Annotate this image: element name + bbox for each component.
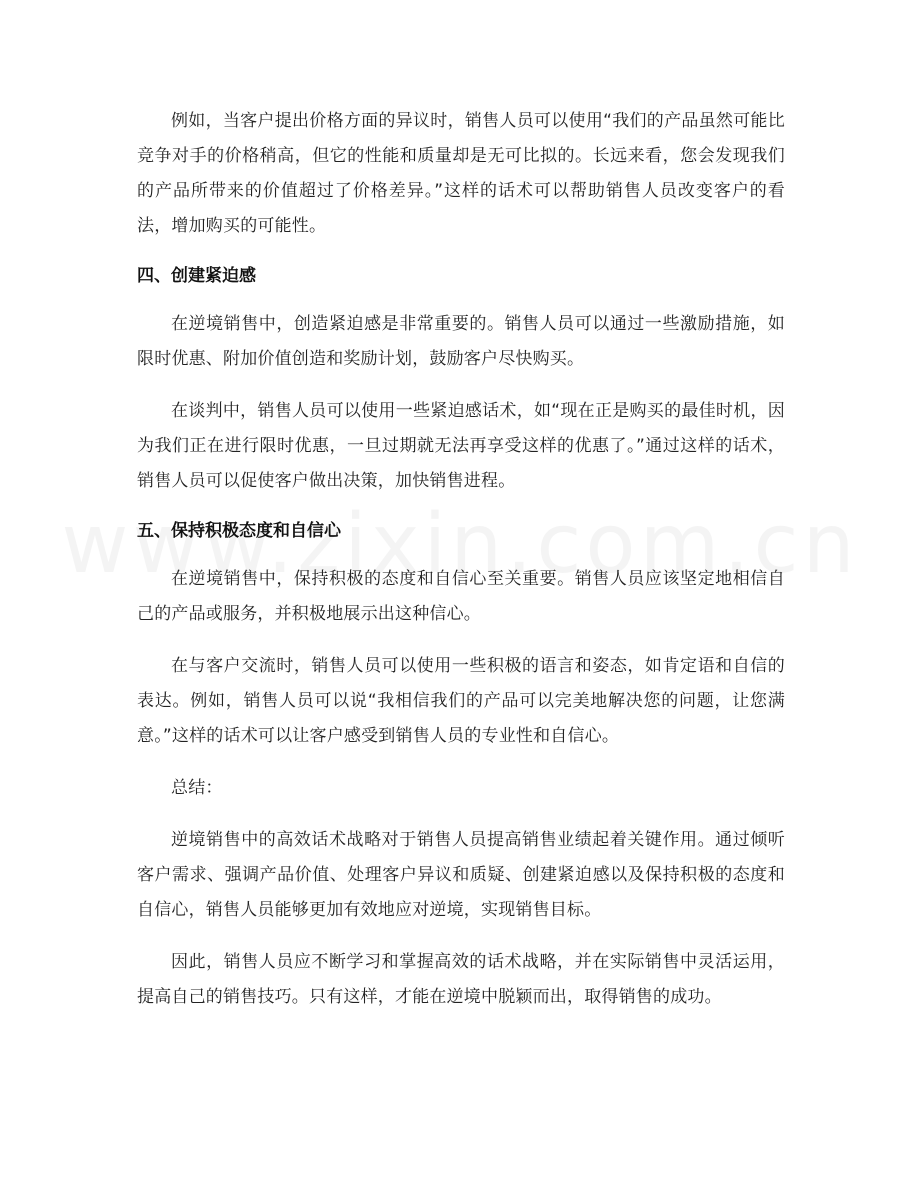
paragraph-urgency-intro: 在逆境销售中，创造紧迫感是非常重要的。销售人员可以通过一些激励措施，如限时优惠、附加价值创造和奖励计划，鼓励客户尽快购买。 (137, 314, 785, 369)
paragraph-attitude-intro: 在逆境销售中，保持积极的态度和自信心至关重要。销售人员应该坚定地相信自己的产品或服务，并积极地展示出这种信心。 (137, 569, 785, 624)
section-heading-positive-attitude: 五、保持积极态度和自信心 (137, 521, 341, 541)
section-heading-urgency: 四、创建紧迫感 (137, 266, 256, 286)
summary-label: 总结： (171, 778, 223, 798)
paragraph-price-objection-example: 例如，当客户提出价格方面的异议时，销售人员可以使用“我们的产品虽然可能比竞争对手的价格稍高，但它的性能和质量却是无可比拟的。长远来看，您会发现我们的产品所带来的价值超过了价格差异。”这样的话术可以帮助销售人员改变客户的看法，增加购买的可能性。 (137, 111, 785, 236)
paragraph-summary: 逆境销售中的高效话术战略对于销售人员提高销售业绩起着关键作用。通过倾听客户需求、强调产品价值、处理客户异议和质疑、创建紧迫感以及保持积极的态度和自信心，销售人员能够更加有效地应对逆境，实现销售目标。 (137, 830, 785, 920)
document-body (137, 104, 785, 1032)
paragraph-urgency-script: 在谈判中，销售人员可以使用一些紧迫感话术，如“现在正是购买的最佳时机，因为我们正在进行限时优惠，一旦过期就无法再享受这样的优惠了。”通过这样的话术，销售人员可以促使客户做出决策，加快销售进程。 (137, 401, 785, 491)
paragraph-conclusion: 因此，销售人员应不断学习和掌握高效的话术战略，并在实际销售中灵活运用，提高自己的销售技巧。只有这样，才能在逆境中脱颖而出，取得销售的成功。 (137, 952, 785, 1007)
paragraph-attitude-script: 在与客户交流时，销售人员可以使用一些积极的语言和姿态，如肯定语和自信的表达。例如，销售人员可以说“我相信我们的产品可以完美地解决您的问题，让您满意。”这样的话术可以让客户感受到销售人员的专业性和自信心。 (137, 656, 785, 746)
